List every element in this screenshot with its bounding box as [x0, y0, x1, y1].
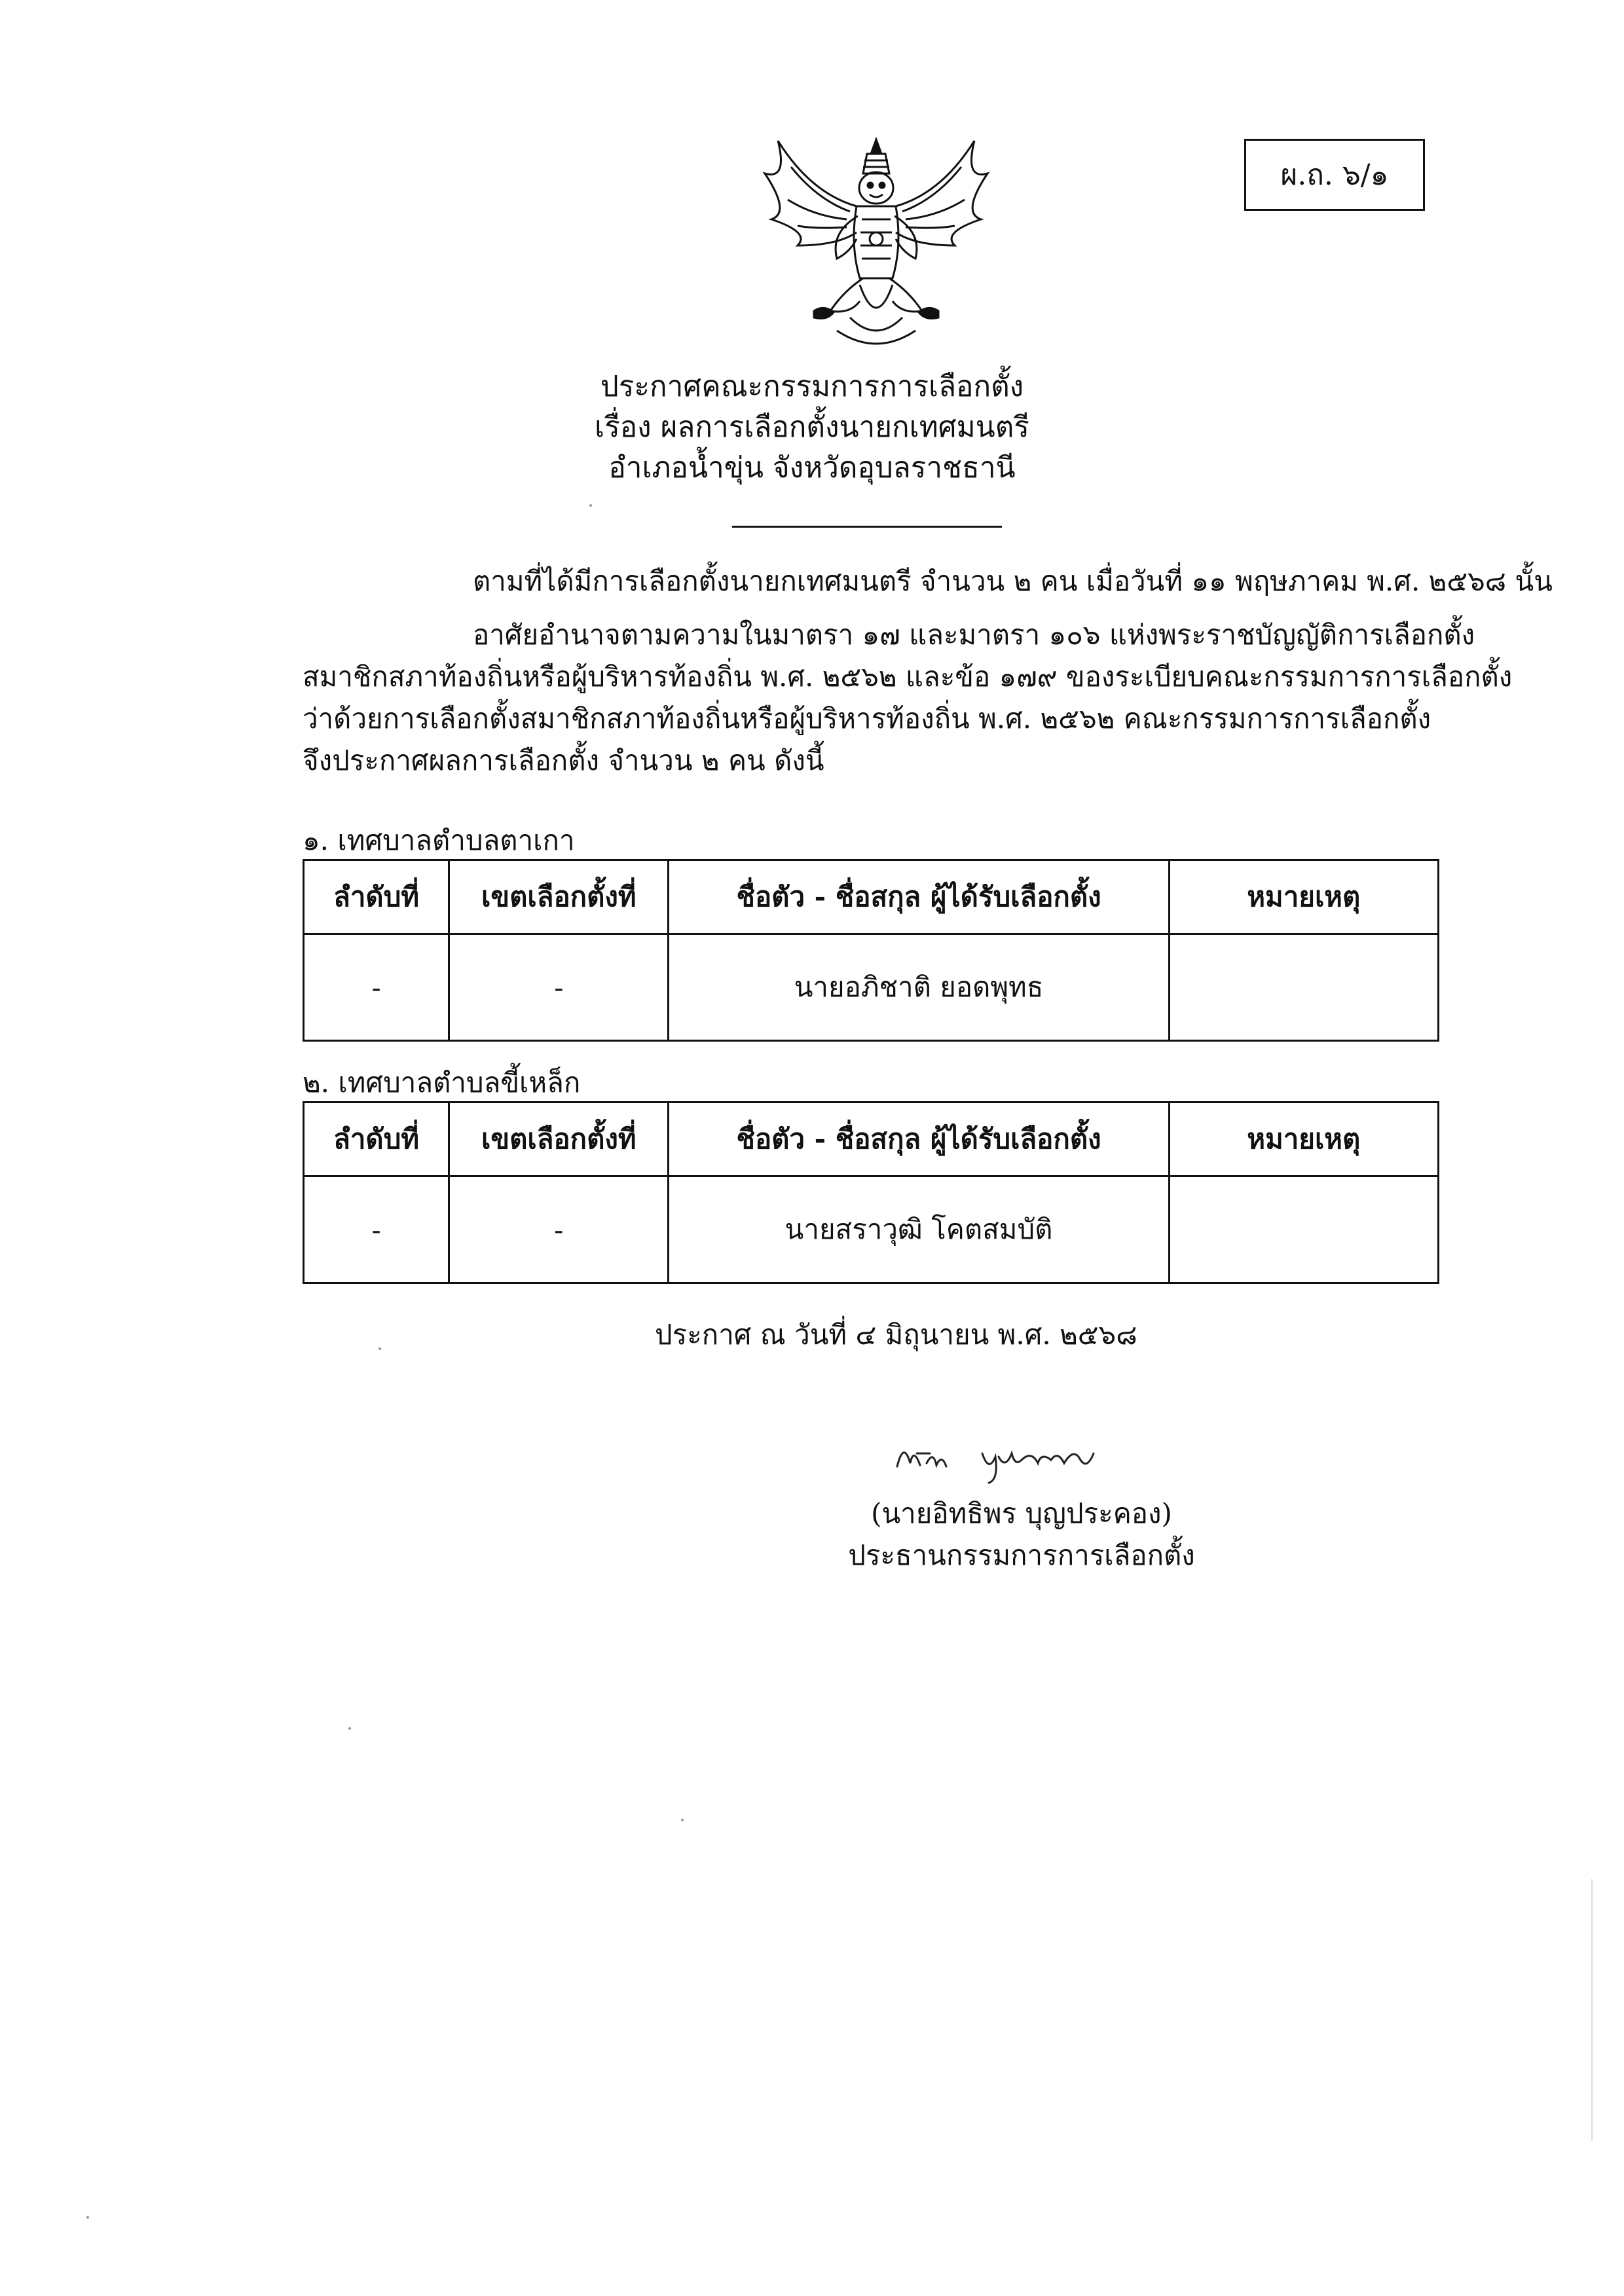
scan-speck — [86, 2216, 89, 2219]
table-row — [304, 1176, 1439, 1283]
header-name: ชื่อตัว - ชื่อสกุล ผู้ได้รับเลือกตั้ง — [669, 860, 1169, 934]
header-district: เขตเลือกตั้งที่ — [449, 860, 669, 934]
paragraph-2-line-3: ว่าด้วยการเลือกตั้งสมาชิกสภาท้องถิ่นหรือผู้บริหารท้องถิ่น พ.ศ. ๒๕๖๒ คณะกรรมการการเลือกตั้ง — [303, 702, 1431, 735]
cell-name: นายสราวุฒิ โคตสมบัติ — [669, 1176, 1169, 1283]
cell-name: นายอภิชาติ ยอดพุทธ — [669, 934, 1169, 1041]
announcement-header — [0, 367, 1624, 488]
results-table-1 — [303, 859, 1439, 1042]
cell-district: - — [449, 1176, 669, 1283]
header-name: ชื่อตัว - ชื่อสกุล ผู้ได้รับเลือกตั้ง — [669, 1102, 1169, 1176]
cell-remark — [1169, 934, 1438, 1041]
header-remark: หมายเหตุ — [1169, 860, 1438, 934]
announcement-date: ประกาศ ณ วันที่ ๔ มิถุนายน พ.ศ. ๒๕๖๘ — [655, 1319, 1137, 1351]
results-table-2 — [303, 1101, 1439, 1284]
cell-order: - — [304, 1176, 449, 1283]
scan-speck — [681, 1819, 684, 1821]
scan-speck — [378, 1347, 381, 1350]
scan-speck — [348, 1727, 351, 1730]
header-divider — [732, 526, 1002, 528]
form-code-text: ผ.ถ. ๖/๑ — [1280, 158, 1389, 192]
scan-speck — [589, 504, 592, 507]
paragraph-2-line-1: อาศัยอำนาจตามความในมาตรา ๑๗ และมาตรา ๑๐๖ แห่งพระราชบัญญัติการเลือกตั้ง — [473, 619, 1475, 651]
section-2-title: ๒. เทศบาลตำบลขี้เหล็ก — [303, 1066, 581, 1099]
signer-name: (นายอิทธิพร บุญประคอง) — [871, 1497, 1172, 1529]
cell-district: - — [449, 934, 669, 1041]
form-code-box — [1244, 139, 1425, 211]
garuda-emblem-icon — [752, 134, 1001, 360]
cell-order: - — [304, 934, 449, 1041]
signer-title: ประธานกรรมการการเลือกตั้ง — [848, 1539, 1195, 1571]
scan-edge-line — [1591, 1879, 1593, 2141]
header-line-1: ประกาศคณะกรรมการการเลือกตั้ง — [600, 370, 1024, 403]
header-district: เขตเลือกตั้งที่ — [449, 1102, 669, 1176]
header-line-2: เรื่อง ผลการเลือกตั้งนายกเทศมนตรี — [595, 410, 1029, 444]
signature-image — [884, 1427, 1146, 1486]
paragraph-1: ตามที่ได้มีการเลือกตั้งนายกเทศมนตรี จำนวน ๒ คน เมื่อวันที่ ๑๑ พฤษภาคม พ.ศ. ๒๕๖๘ นั้น — [473, 565, 1553, 597]
header-remark: หมายเหตุ — [1169, 1102, 1438, 1176]
header-order: ลำดับที่ — [304, 860, 449, 934]
paragraph-2-line-2: สมาชิกสภาท้องถิ่นหรือผู้บริหารท้องถิ่น พ.ศ. ๒๕๖๒ และข้อ ๑๗๙ ของระเบียบคณะกรรมการการเลือกตั้ง — [303, 661, 1513, 693]
paragraph-2-line-4: จึงประกาศผลการเลือกตั้ง จำนวน ๒ คน ดังนี้ — [303, 744, 824, 776]
header-line-3: อำเภอน้ำขุ่น จังหวัดอุบลราชธานี — [608, 451, 1016, 484]
cell-remark — [1169, 1176, 1438, 1283]
table-header-row — [304, 860, 1439, 934]
table-header-row — [304, 1102, 1439, 1176]
header-order: ลำดับที่ — [304, 1102, 449, 1176]
table-row — [304, 934, 1439, 1041]
section-1-title: ๑. เทศบาลตำบลตาเกา — [303, 824, 575, 856]
